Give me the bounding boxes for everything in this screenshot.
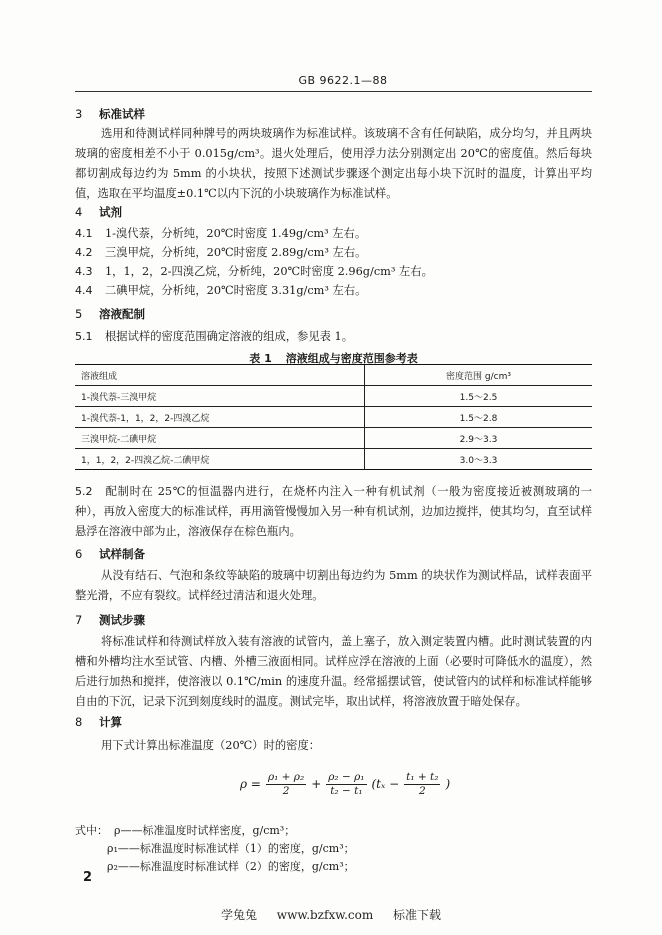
table-row: [75, 386, 592, 407]
section-3-body: 选用和待测试样同种牌号的两块玻璃作为标准试样。该玻璃不含有任何缺陷，成分均匀，并且两块玻璃的密度相差不小于 0.015g/cm³。退火处理后，使用浮力法分别测定出 20℃的密度值。然后每块都切割成每边约为 5mm 的小块状，按照下述测试步骤逐个测定出每小块下沉时的温度，计算出平均值，选取在平均温度±0.1℃以内下沉的小块玻璃作为标准试样。: [75, 127, 592, 200]
section-number: 3: [75, 107, 83, 121]
fraction: [326, 771, 366, 798]
section-number: 5: [75, 307, 83, 321]
item-number: 4.1: [75, 227, 93, 240]
footer-site: 学兔兔: [220, 908, 257, 922]
section-title: 测试步骤: [99, 613, 145, 627]
numerator: ρ₂ − ρ₁: [328, 770, 365, 783]
item-number: 4.2: [75, 246, 93, 259]
footer-url[interactable]: www.bzfxw.com: [276, 908, 374, 922]
where-label: 式中：: [75, 824, 108, 837]
denominator: 2: [282, 784, 290, 797]
item-text: 1-溴代萘，分析纯，20℃时密度 1.49g/cm³ 左右。: [105, 227, 367, 240]
reagent-item: [75, 243, 592, 262]
section-7-heading: [75, 612, 145, 628]
table-cell: 1.5～2.8: [365, 407, 593, 428]
column-header: 密度范围 g/cm³: [365, 365, 593, 386]
section-number: 6: [75, 547, 83, 561]
column-header: 溶液组成: [75, 365, 365, 386]
table-cell: 1.5～2.5: [365, 386, 593, 407]
numerator: ρ₁ + ρ₂: [267, 770, 305, 783]
section-6-body: 从没有结石、气泡和条纹等缺陷的玻璃中切割出每边约为 5mm 的块状作为测试样品，试样表面平整光滑，不应有裂纹。试样经过清洁和退火处理。: [75, 569, 592, 602]
item-number: 4.3: [75, 265, 93, 278]
section-title: 计算: [99, 715, 122, 729]
formula-intro: 用下式计算出标准温度（20℃）时的密度：: [101, 739, 321, 752]
section-8-heading: [75, 714, 122, 730]
section-3-heading: [75, 106, 145, 122]
section-title: 试剂: [99, 205, 122, 219]
item-number: 5.1: [75, 330, 93, 343]
fraction: [266, 771, 306, 798]
reagent-item: [75, 281, 592, 300]
item-number: 4.4: [75, 284, 93, 297]
density-formula: [240, 766, 450, 802]
section-7-body: 将标准试样和待测试样放入装有溶液的试管内，盖上塞子，放入测定装置内槽。此时测试装置的内槽和外槽均注水至试管、内槽、外槽三液面相同。试样应浮在溶液的上面（必要时可降低水的温度），然后进行加热和搅拌，使溶液以 0.1℃/min 的速度升温。经常摇摆试管，使试管内的试样和标准试样能够自由的下沉，记录下沉到刻度线时的温度。测试完毕，取出试样，将溶液放置于暗处保存。: [75, 635, 592, 708]
paragraph-5-1: [75, 327, 592, 346]
fraction: [404, 771, 440, 798]
reagent-item: [75, 224, 592, 243]
header-rule: [75, 91, 592, 92]
table-cell: 1-溴代萘-1，1，2，2-四溴乙烷: [75, 407, 365, 428]
table-label: 表 1: [249, 352, 272, 365]
numerator: t₁ + t₂: [406, 770, 439, 783]
item-text: 三溴甲烷，分析纯，20℃时密度 2.89g/cm³ 左右。: [105, 246, 367, 259]
page-number: 2: [83, 870, 93, 885]
denominator: 2: [418, 784, 426, 797]
section-6-heading: [75, 546, 145, 562]
section-title: 试样制备: [99, 547, 145, 561]
where-definition: ρ₂——标准温度时标准试样（2）的密度，g/cm³；: [107, 860, 355, 873]
item-text: 1，1，2，2-四溴乙烷，分析纯，20℃时密度 2.96g/cm³ 左右。: [105, 265, 433, 278]
item-text: 配制时在 25℃的恒温器内进行，在烧杯内注入一种有机试剂（一般为密度接近被测玻璃的一种），再放入密度大的标准试样，再用滴管慢慢加入另一种有机试剂，边加边搅拌，使其均匀，直至试样悬浮在溶液中部为止，溶液保存在棕色瓶内。: [75, 485, 592, 538]
table-row: [75, 449, 592, 470]
paragraph-5-2: [75, 482, 592, 542]
section-title: 标准试样: [99, 107, 145, 121]
section-title: 溶液配制: [99, 307, 145, 321]
section-number: 8: [75, 715, 83, 729]
item-text: 根据试样的密度范围确定溶液的组成，参见表 1。: [105, 330, 354, 343]
denominator: t₂ − t₁: [330, 784, 363, 797]
table-row: [75, 407, 592, 428]
section-5-heading: [75, 306, 145, 322]
operator: +: [311, 777, 322, 791]
formula-lhs: ρ =: [240, 777, 261, 791]
footer-watermark: [0, 906, 662, 923]
table-cell: 3.0～3.3: [365, 449, 593, 470]
where-definition: ρ₁——标准温度时标准试样（1）的密度，g/cm³；: [107, 842, 355, 855]
table-header-row: [75, 365, 592, 386]
standard-code: GB 9622.1—88: [298, 74, 388, 87]
item-number: 5.2: [75, 485, 93, 498]
section-number: 7: [75, 613, 83, 627]
table-cell: 三溴甲烷-二碘甲烷: [75, 428, 365, 449]
formula-end: ): [445, 777, 451, 791]
where-line: [75, 822, 295, 840]
table-cell: 1-溴代萘-三溴甲烷: [75, 386, 365, 407]
section-number: 4: [75, 205, 83, 219]
table-cell: 2.9～3.3: [365, 428, 593, 449]
table-cell: 1，1，2，2-四溴乙烷-二碘甲烷: [75, 449, 365, 470]
section-4-heading: [75, 204, 122, 220]
where-definition: ρ——标准温度时试样密度，g/cm³；: [114, 824, 296, 837]
solution-table: [75, 364, 592, 470]
table-row: [75, 428, 592, 449]
reagent-item: [75, 262, 592, 281]
footer-tagline: 标准下载: [393, 908, 442, 922]
item-text: 二碘甲烷，分析纯，20℃时密度 3.31g/cm³ 左右。: [105, 284, 367, 297]
formula-middle: (tₓ −: [371, 777, 400, 791]
table-title: 溶液组成与密度范围参考表: [285, 352, 418, 365]
